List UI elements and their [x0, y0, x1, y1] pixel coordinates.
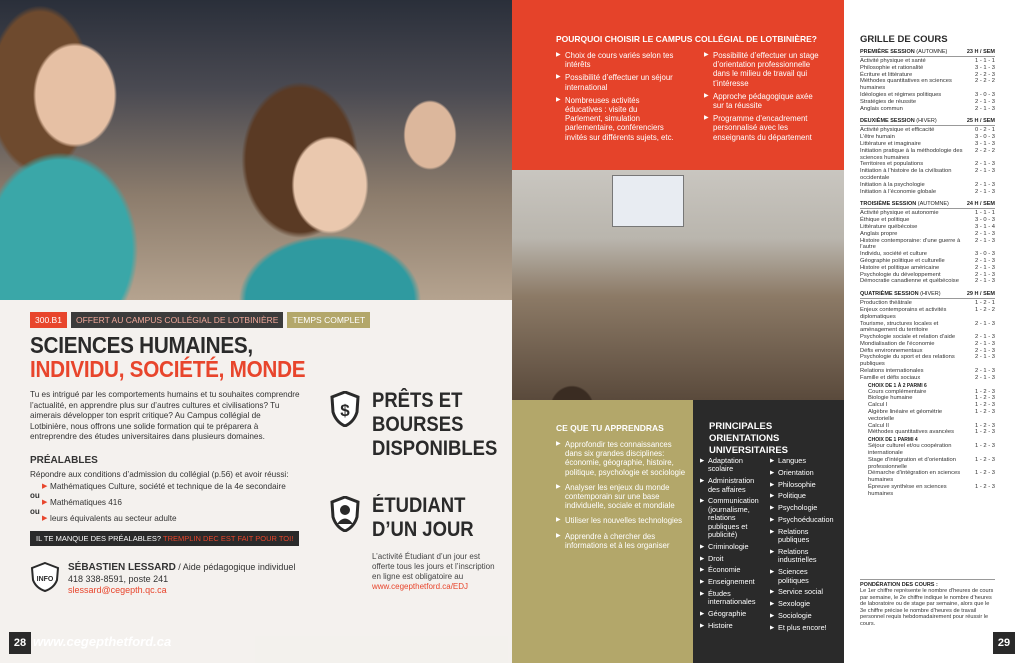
arrow-icon: ▶: [556, 517, 561, 524]
course-row: Stage d’intégration et d’orientation professionnelle 1 - 2 - 3: [868, 456, 995, 470]
list-item: ▶ Orientation: [770, 467, 814, 477]
list-item: ▶ Psychologie: [770, 503, 818, 513]
arrow-icon: ▶: [556, 96, 561, 103]
list-item: ou ▶ Mathématiques 416: [30, 496, 310, 512]
weighting-heading: PONDÉRATION DES COURS :: [860, 582, 938, 588]
tremplin-banner: IL TE MANQUE DES PRÉALABLES? TREMPLIN DEC EST FAIT POUR TOI!: [30, 531, 299, 546]
page-number-right: 29: [993, 632, 1015, 654]
campus-tag: OFFERT AU CAMPUS COLLÉGIAL DE LOTBINIÈRE: [71, 312, 283, 328]
dollar-shield-icon: [330, 391, 360, 427]
arrow-icon: ▶: [770, 528, 775, 535]
course-row: Calcul I 1 - 2 - 3: [868, 402, 995, 409]
arrow-icon: ▶: [704, 115, 709, 122]
arrow-icon: ▶: [700, 623, 705, 630]
arrow-icon: ▶: [700, 555, 705, 562]
list-item: ▶ Études internationales: [700, 589, 756, 607]
course-row: Mondialisation de l’économie 2 - 1 - 3: [860, 340, 995, 347]
arrow-icon: ▶: [556, 441, 561, 447]
course-row: Idéologies et régimes politiques 3 - 0 - 3: [860, 91, 995, 98]
program-title: [30, 333, 305, 381]
course-row: Initiation à la psychologie 2 - 1 - 3: [860, 181, 995, 188]
program-title-line2: INDIVIDU, SOCIÉTÉ, MONDE: [30, 356, 306, 382]
arrow-icon: ▶: [556, 74, 561, 81]
list-item: ▶ Approfondir tes connaissances dans six grandes disciplines: économie, géographie, histoire, politique, psychologie et sociologie: [556, 440, 686, 477]
orientations-list-1: [700, 457, 768, 634]
shadow-day-link[interactable]: www.cegepthetford.ca/EDJ: [372, 582, 469, 591]
orientations-heading: PRINCIPALES ORIENTATIONS UNIVERSITAIRES: [709, 421, 789, 456]
program-tags: [30, 312, 370, 328]
why-list-2: [704, 51, 819, 146]
course-row: Littérature québécoise 3 - 1 - 4: [860, 223, 995, 230]
list-item: ▶ Psychoéducation: [770, 514, 834, 524]
tremplin-link[interactable]: TREMPLIN DEC EST FAIT POUR TOI!: [163, 534, 294, 543]
session-block: [860, 291, 995, 498]
learn-list: [556, 440, 686, 556]
course-row: Histoire et politique américaine 2 - 1 - 3: [860, 264, 995, 271]
course-row: Histoire contemporaine: d’une guerre à l’autre 2 - 1 - 3: [860, 237, 995, 251]
orientations-list-2: [770, 457, 840, 636]
program-title-line1: SCIENCES HUMAINES,: [30, 332, 253, 358]
list-item: ▶ Choix de cours variés selon tes intérêts: [556, 51, 674, 70]
course-row: Initiation à l’économie globale 2 - 1 - 3: [860, 188, 995, 195]
list-item: ▶ Relations publiques: [770, 526, 810, 545]
schedule-tag: TEMPS COMPLET: [287, 312, 370, 328]
list-item: ▶ Relations industrielles: [770, 546, 817, 565]
list-item: ▶ Droit: [700, 553, 724, 563]
arrow-icon: ▶: [770, 589, 775, 596]
projector-screen: [612, 175, 684, 227]
list-item: ▶ Sexologie: [770, 599, 811, 609]
course-row: Méthodes quantitatives en sciences humaines 2 - 2 - 2: [860, 78, 995, 92]
list-item: ▶ Possibilité d’effectuer un stage d’orientation professionnelle dans le milieu de travail qui t’intéresse: [704, 51, 819, 88]
list-item: ▶ Apprendre à chercher des informations et à les organiser: [556, 531, 670, 550]
arrow-icon: ▶: [700, 478, 705, 485]
arrow-icon: ▶: [700, 567, 705, 574]
arrow-icon: ▶: [770, 624, 775, 631]
course-row: Individu, société et culture 3 - 0 - 3: [860, 251, 995, 258]
list-item: ▶ Politique: [770, 491, 806, 501]
list-item: ▶ Enseignement: [700, 577, 755, 587]
course-row: Anglais propre 2 - 1 - 3: [860, 230, 995, 237]
course-row: Initiation à l’histoire de la civilisation occidentale 2 - 1 - 3: [860, 168, 995, 181]
list-item: ▶ Sciences politiques: [770, 567, 809, 585]
session-block: [860, 201, 995, 285]
list-item: ▶ Philosophie: [770, 479, 816, 489]
contact-name: SÉBASTIEN LESSARD: [68, 562, 176, 573]
site-url-link[interactable]: www.cegepthetford.ca: [33, 634, 172, 649]
prereq-heading: PRÉALABLES: [30, 455, 98, 466]
arrow-icon: ▶: [770, 493, 775, 500]
right-page: [512, 0, 1024, 663]
arrow-icon: ▶: [700, 543, 705, 550]
prereq-list: [30, 480, 310, 528]
contact-email-link[interactable]: slessard@cegepth.qc.ca: [68, 585, 167, 595]
why-heading: POURQUOI CHOISIR LE CAMPUS COLLÉGIAL DE LOTBINIÈRE?: [556, 34, 817, 44]
course-row: Éthique et politique 3 - 0 - 3: [860, 217, 995, 224]
arrow-icon: ▶: [700, 498, 705, 505]
arrow-icon: ▶: [770, 458, 775, 464]
course-row: Psychologie du sport et des relations publiques 2 - 1 - 3: [860, 354, 995, 368]
arrow-icon: ▶: [700, 458, 705, 464]
course-row: Territoires et populations 2 - 1 - 3: [860, 161, 995, 168]
course-row: Psychologie sociale et relation d’aide 2 - 1 - 3: [860, 334, 995, 341]
arrow-icon: ▶: [770, 505, 775, 512]
course-grid: [860, 34, 995, 504]
course-row: Stratégies de réussite 2 - 1 - 3: [860, 98, 995, 105]
session-heading: DEUXIÈME SESSION (HIVER) 25 H / SEM: [860, 118, 995, 125]
course-row: Défis environnementaux 2 - 1 - 3: [860, 347, 995, 354]
svg-text:$: $: [340, 401, 350, 420]
session-heading: TROISIÈME SESSION (AUTOMNE) 24 H / SEM: [860, 201, 995, 208]
arrow-icon: ▶: [704, 52, 709, 58]
course-row: Biologie humaine 1 - 2 - 3: [868, 395, 995, 402]
choice-group-heading: CHOIX DE 1 PARMI 4: [868, 437, 918, 444]
loans-heading: PRÊTS ET BOURSES DISPONIBLES: [372, 389, 498, 460]
svg-text:INFO: INFO: [36, 576, 54, 583]
list-item: ▶ Approche pédagogique axée sur ta réussite: [704, 91, 813, 111]
list-item: ▶ Criminologie: [700, 541, 749, 551]
classroom-photo: [512, 170, 844, 400]
list-item: ▶ Mathématiques Culture, société et technique de la 4e secondaire: [30, 480, 310, 496]
list-item: ▶ Adaptation scolaire: [700, 456, 743, 474]
list-item: ▶ Service social: [770, 587, 824, 597]
arrow-icon: ▶: [556, 483, 561, 490]
course-row: Littérature et imaginaire 3 - 1 - 3: [860, 140, 995, 147]
shadow-day-heading: ÉTUDIANT D’UN JOUR: [372, 494, 474, 541]
course-row: Cours complémentaire 1 - 2 - 3: [868, 388, 995, 395]
person-shield-icon: [330, 496, 360, 532]
arrow-icon: ▶: [700, 611, 705, 618]
arrow-icon: ▶: [770, 548, 775, 555]
learn-heading: CE QUE TU APPRENDRAS: [556, 423, 664, 433]
course-row: Calcul II 1 - 2 - 3: [868, 422, 995, 429]
arrow-icon: ▶: [770, 516, 775, 523]
prereq-lead: Répondre aux conditions d’admission du collégial (p.56) et avoir réussi:: [30, 470, 289, 479]
list-item: ▶ Économie: [700, 565, 741, 575]
course-row: Famille et défis sociaux 2 - 1 - 3: [860, 374, 995, 381]
course-row: Démarche d’intégration en sciences humaines 1 - 2 - 3: [868, 470, 995, 484]
course-row: Activité physique et autonomie 1 - 1 - 1: [860, 210, 995, 217]
course-row: Activité physique et santé 1 - 1 - 1: [860, 58, 995, 64]
list-item: ou ▶ leurs équivalents au secteur adulte: [30, 512, 310, 528]
list-item: ▶ Langues: [770, 456, 806, 465]
contact-role: / Aide pédagogique individuel: [175, 562, 296, 572]
arrow-icon: ▶: [770, 612, 775, 619]
course-row: Séjour culturel et/ou coopération internationale 1 - 2 - 3: [868, 443, 995, 457]
list-item: ▶ Utiliser les nouvelles technologies: [556, 516, 683, 526]
weighting-text: Le 1er chiffre représente le nombre d’heures de cours par semaine, le 2e chiffre indique le nombre d’heures de laboratoire ou de stage par semaine, alors que le 3e chiffre précise le nombre d’heures de travail personnel requis hebdomadairement pour réussir le cours.: [860, 588, 994, 627]
weighting-note: [860, 579, 995, 628]
intro-paragraph: Tu es intrigué par les comportements humains et tu souhaites comprendre l’actualité, en apprendre plus sur d’autres cultures et civilisations? Tu aimerais développer ton esprit critique? Au Campus collégial de Lotbinière, nous offrons une solide formation qui te préparera à entreprendre des études universitaires dans plusieurs domaines.: [30, 390, 300, 441]
course-row: Activité physique et efficacité 0 - 2 - 1: [860, 127, 995, 134]
session-block: [860, 49, 995, 112]
arrow-icon: ▶: [770, 469, 775, 476]
arrow-icon: ▶: [556, 52, 561, 58]
arrow-icon: ▶: [42, 515, 48, 522]
program-code-tag: 300.B1: [30, 312, 67, 328]
why-list-1: [556, 51, 674, 146]
list-item: ▶ Administration des affaires: [700, 476, 755, 494]
course-row: Démocratie canadienne et québécoise 2 - 1 - 3: [860, 278, 995, 285]
arrow-icon: ▶: [770, 569, 775, 576]
list-item: ▶ Communication (journalisme, relations publiques et publicité): [700, 496, 759, 540]
course-row: Psychologie du développement 2 - 1 - 3: [860, 271, 995, 278]
session-heading: PREMIÈRE SESSION (AUTOMNE) 23 H / SEM: [860, 49, 995, 55]
list-item: ▶ Histoire: [700, 621, 733, 631]
arrow-icon: ▶: [700, 579, 705, 586]
info-shield-icon: [30, 562, 60, 592]
course-grid-heading: GRILLE DE COURS: [860, 34, 948, 45]
list-item: ▶ Programme d’encadrement personnalisé avec les enseignants du département: [704, 114, 812, 142]
arrow-icon: ▶: [704, 92, 709, 99]
arrow-icon: ▶: [42, 499, 48, 506]
contact-phone: 418 338-8591, poste 241: [68, 573, 169, 584]
course-row: Tourisme, structures locales et aménagement du territoire 2 - 1 - 3: [860, 320, 995, 334]
list-item: ▶ Possibilité d’effectuer un séjour international: [556, 73, 673, 92]
course-row: Initiation pratique à la méthodologie des sciences humaines 2 - 2 - 2: [860, 147, 995, 161]
course-row: Écriture et littérature 2 - 2 - 3: [860, 71, 995, 78]
contact-block: [68, 562, 295, 597]
course-row: Philosophie et rationalité 3 - 1 - 3: [860, 64, 995, 71]
students-photo: [0, 0, 512, 300]
list-item: ▶ Nombreuses activités éducatives : visite du Parlement, simulation parlementaire, conférenciers invités sur différents sujets, etc.: [556, 95, 674, 142]
course-row: Géographie politique et culturelle 2 - 1 - 3: [860, 257, 995, 264]
course-row: Production théâtrale 1 - 2 - 1: [860, 300, 995, 307]
course-row: Relations internationales 2 - 1 - 3: [860, 368, 995, 375]
arrow-icon: ▶: [556, 532, 561, 539]
arrow-icon: ▶: [770, 601, 775, 608]
shadow-day-text: L’activité Étudiant d’un jour est offerte tous les jours et l’inscription en ligne est obligatoire au www.cegepthetford.ca/EDJ: [372, 552, 495, 591]
course-row: Méthodes quantitatives avancées 1 - 2 - 3: [868, 429, 995, 436]
choice-group-heading: CHOIX DE 1 À 2 PARMI 6: [868, 382, 927, 389]
list-item: ▶ Et plus encore!: [770, 622, 827, 632]
course-row: Enjeux contemporains et activités diplomatiques 1 - 2 - 2: [860, 306, 995, 320]
page-number-left: 28: [9, 632, 31, 654]
course-row: Épreuve synthèse en sciences humaines 1 - 2 - 3: [868, 484, 995, 497]
course-row: Anglais commun 2 - 1 - 3: [860, 105, 995, 112]
session-heading: QUATRIÈME SESSION (HIVER) 29 H / SEM: [860, 291, 995, 298]
list-item: ▶ Analyser les enjeux du monde contemporain sur une base individuelle, sociale et mondiale: [556, 482, 675, 511]
arrow-icon: ▶: [700, 591, 705, 598]
list-item: ▶ Sociologie: [770, 610, 812, 620]
arrow-icon: ▶: [42, 483, 48, 490]
arrow-icon: ▶: [770, 481, 775, 488]
course-row: L’être humain 3 - 0 - 3: [860, 134, 995, 141]
course-row: Algèbre linéaire et géométrie vectorielle 1 - 2 - 3: [868, 409, 995, 422]
list-item: ▶ Géographie: [700, 609, 747, 619]
session-block: [860, 118, 995, 195]
